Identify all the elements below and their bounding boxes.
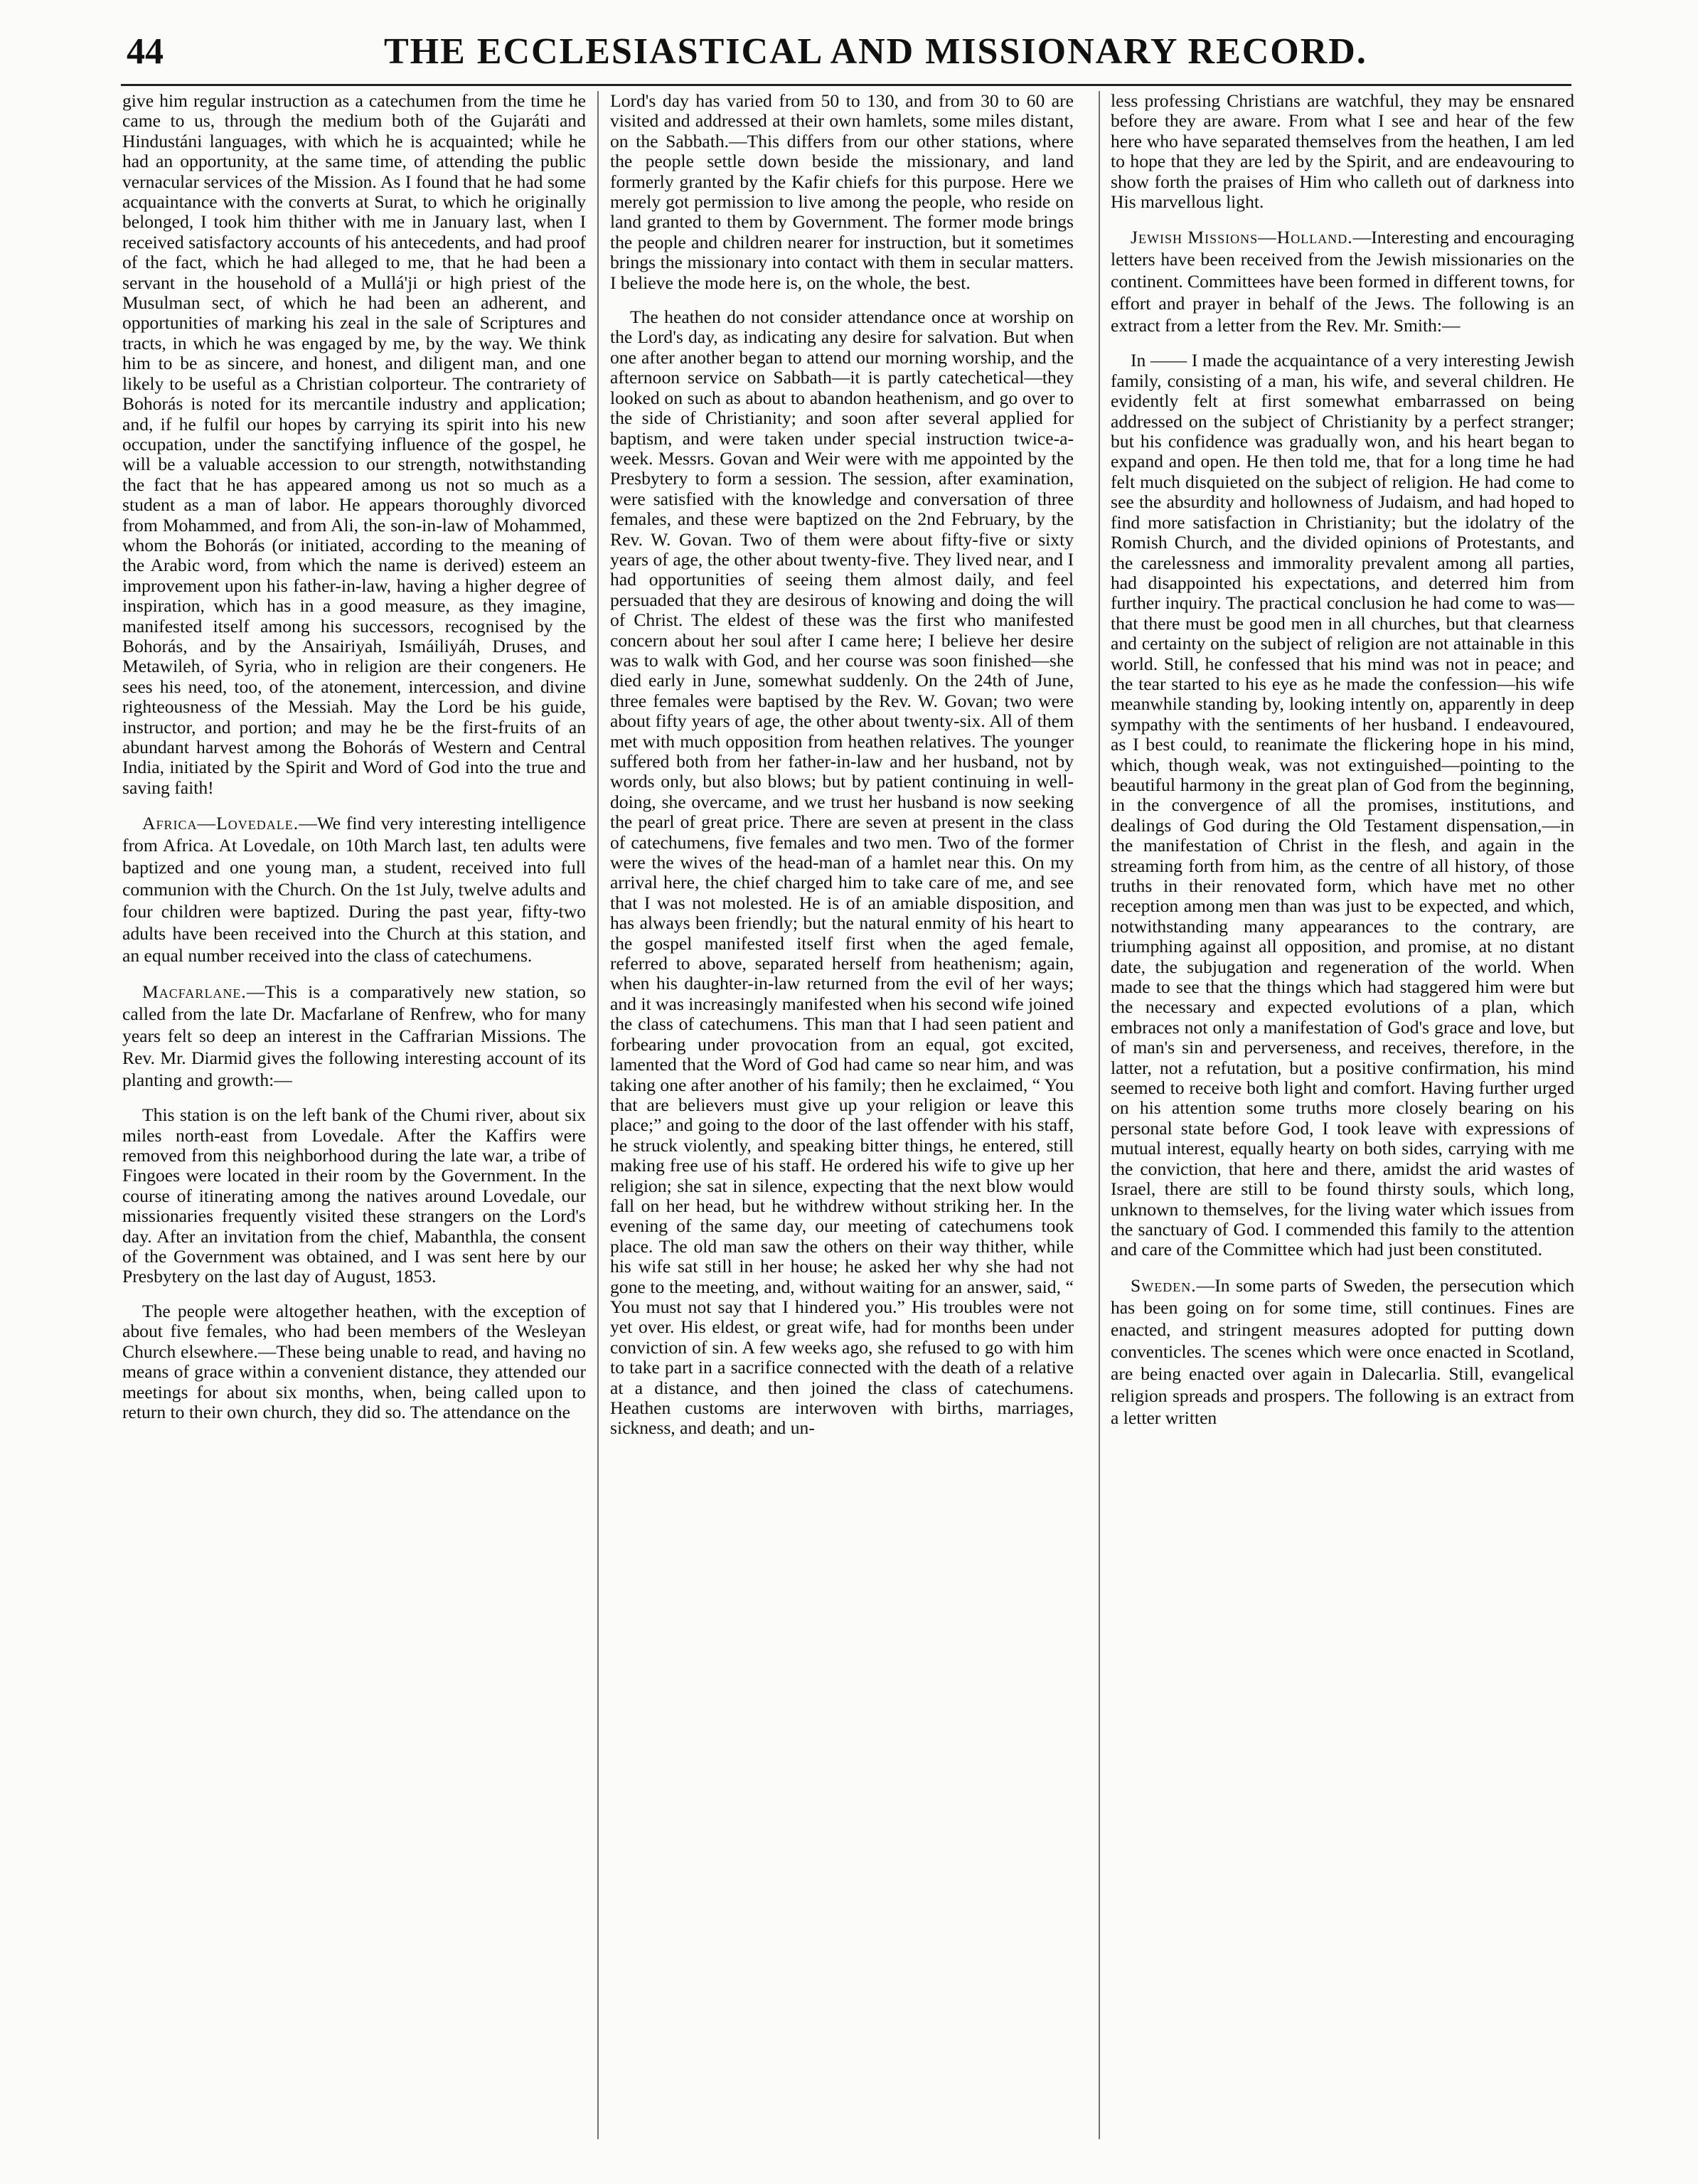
paragraph [1111, 226, 1574, 336]
column-divider [1099, 91, 1100, 2139]
section-heading: Africa—Lovedale. [142, 813, 299, 834]
section-body: —We find very interesting intelligence from Africa. At Lovedale, on 10th March last, ten adults were baptized and one young man, a student, received into full communion with the Church. On the 1st July, twelve adults and four children were baptized. During the past year, fifty-two adults have been received into the Church at this station, and an equal number received into the class of catechumens. [122, 813, 586, 966]
section-body: —Interesting and encouraging letters have been received from the Jewish missionaries on the continent. Committees have been formed in different towns, for effort and prayer in behalf of the Jews. The following is an extract from a letter from the Rev. Mr. Smith:— [1111, 227, 1574, 336]
paragraph [122, 812, 586, 966]
section-heading: Sweden. [1131, 1274, 1197, 1296]
section-body: —This is a comparatively new station, so called from the late Dr. Macfarlane of Renfrew, who for many years felt so deep an interest in the Caffrarian Missions. The Rev. Mr. Diarmid gives the following interesting account of its planting and growth:— [122, 981, 586, 1091]
paragraph: This station is on the left bank of the Chumi river, about six miles north-east from Lovedale. After the Kaffirs were removed from this neighborhood during the late war, a tribe of Fingoes were located in their room by the Government. In the course of itinerating among the natives around Lovedale, our missionaries frequently visited these strangers on the Lord's day. After an invitation from the chief, Mabanthla, the consent of the Government was obtained, and I was sent here by our Presbytery on the last day of August, 1853. [122, 1104, 586, 1287]
column-left [122, 91, 586, 2139]
running-title: THE ECCLESIASTICAL AND MISSIONARY RECORD. [384, 31, 1367, 72]
paragraph: In —— I made the acquaintance of a very interesting Jewish family, consisting of a man, his wife, and several children. He evidently felt at first somewhat embarrassed on being addressed on the subject of Christianity by a perfect stranger; but his confidence was gradually won, and his heart began to expand and open. He then told me, that for a long time he had felt much disquieted on the subject of religion. He had come to see the absurdity and hollowness of Judaism, and had hoped to find more satisfaction in Christianity; but the idolatry of the Romish Church, and the divided opinions of Protestants, and the carelessness and immorality prevalent among all parties, had disappointed his expectations, and deterred him from further inquiry. The practical conclusion he had come to was—that there must be good men in all churches, but that clearness and certainty on the subject of religion are not attainable in this world. Still, he confessed that his mind was not in peace; and the tear started to his eye as he made the confession—his wife meanwhile standing by, looking intently on, apparently in deep sympathy with the sentiments of her husband. I endeavoured, as I best could, to reanimate the flickering hope in his mind, which, though weak, was not extinguished—pointing to the beautiful harmony in the great plan of God from the beginning, in the convergence of all the promises, institutions, and dealings of God during the Old Testament dispensation,—in the manifestation of Christ in the flesh, and again in the streaming forth from him, as the centre of all history, of those truths in their renovated form, which have met no other reception among men than was just to be expected, and which, notwithstanding many appearances to the contrary, are triumphing against all opposition, and promise, at no distant date, the subjugation and regeneration of the world. When made to see that the things which had staggered him were but the necessary and expected evolutions of a plan, which embraces not only a manifestation of God's grace and love, but of man's sin and perverseness, and receives, therefore, in the latter, not a refutation, but a positive confirmation, his mind seemed to receive both light and comfort. Having further urged on his attention some truths more closely bearing on his personal state before God, I took leave with expressions of mutual interest, equally hearty on both sides, carrying with me the conviction, that here and there, amidst the arid wastes of Israel, there are still to be found thirsty souls, which long, unknown to themselves, for the living water which issues from the sanctuary of God. I commended this family to the attention and care of the Committee which had just been constituted. [1111, 350, 1574, 1260]
page-header [107, 27, 1571, 77]
section-body: —In some parts of Sweden, the persecution which has been going on for some time, still continues. Fines are enacted, and stringent measures adopted for putting down conventicles. The scenes which were once enacted in Scotland, are being enacted over again in Dalecarlia. Still, evangelical religion spreads and prospers. The following is an extract from a letter written [1111, 1274, 1574, 1428]
paragraph: Lord's day has varied from 50 to 130, and from 30 to 60 are visited and addressed at their own hamlets, some miles distant, on the Sabbath.—This differs from our other stations, where the people settle down beside the missionary, and land formerly granted by the Kafir chiefs for this purpose. Here we merely got permission to live among the people, who reside on land granted to them by Government. The former mode brings the people and children nearer for instruction, but it sometimes brings the missionary into contact with them in secular matters. I believe the mode here is, on the whole, the best. [610, 91, 1074, 293]
column-divider [597, 91, 599, 2139]
paragraph [122, 981, 586, 1091]
column-right [1111, 91, 1574, 2139]
column-middle [610, 91, 1074, 2139]
paragraph [1111, 1274, 1574, 1429]
paragraph: give him regular instruction as a catechumen from the time he came to us, through the medium both of the Gujaráti and Hindustáni languages, with which he is acquainted; while he had an opportunity, at the same time, of attending the public vernacular services of the Mission. As I found that he had some acquaintance with the converts at Surat, to which he originally belonged, I took him thither with me in January last, when I received satisfactory accounts of his antecedents, and had proof of the fact, which he had alleged to me, that he had been a servant in the household of a Mullá'ji or high priest of the Musulman sect, of which he had been an adherent, and opportunities of marking his zeal in the sale of Scriptures and tracts, in which he was engaged by me, by the way. We think him to be as sincere, and honest, and diligent man, and one likely to be useful as a Christian colporteur. The contrariety of Bohorás is noted for its mercantile industry and application; and, if he fulfil our hopes by carrying its spirit into his new occupation, under the sanctifying influence of the gospel, he will be a valuable accession to our strength, notwithstanding the fact that he has appeared among us not so much as a student as a man of labor. He appears thoroughly divorced from Mohammed, and from Ali, the son-in-law of Mohammed, whom the Bohorás (or initiated, according to the meaning of the Arabic word, from which the name is derived) esteem an improvement upon his father-in-law, having a higher degree of inspiration, which has in a good measure, as they imagine, manifested itself among his successors, recognised by the Bohorás, and by the Ansairiyah, Ismáiliyáh, Druses, and Metawileh, of Syria, who in religion are their congeners. He sees his need, too, of the atonement, intercession, and divine righteousness of the Messiah. May the Lord be his guide, instructor, and portion; and may he be the first-fruits of an abundant harvest among the Bohorás of Western and Central India, initiated by the Spirit and Word of God into the true and saving faith! [122, 91, 586, 798]
paragraph: The people were altogether heathen, with the exception of about five females, who had been members of the Wesleyan Church elsewhere.—These being unable to read, and having no means of grace within a convenient distance, they attended our meetings for about six months, when, being called upon to return to their own church, they did so. The attendance on the [122, 1300, 586, 1422]
page-number: 44 [127, 31, 164, 72]
paragraph: The heathen do not consider attendance once at worship on the Lord's day, as indicating any desire for salvation. But when one after another began to attend our morning worship, and the afternoon service on Sabbath—it is partly catechetical—they looked on such as about to abandon heathenism, and go over to the side of Christianity; and soon after several applied for baptism, and were taken under special instruction twice-a-week. Messrs. Govan and Weir were with me appointed by the Presbytery to form a session. The session, after examination, were satisfied with the knowledge and conversation of three females, and these were baptized on the 2nd February, by the Rev. W. Govan. Two of them were about fifty-five or sixty years of age, the other about twenty-five. They lived near, and I had opportunities of seeing them almost daily, and feel persuaded that they are desirous of knowing and doing the will of Christ. The eldest of these was the first who manifested concern about her soul after I came here; I believe her desire was to walk with God, and her course was soon finished—she died early in June, somewhat suddenly. On the 24th of June, three females were baptised by the Rev. W. Govan; two were about fifty years of age, the other about twenty-six. All of them met with much opposition from heathen relatives. The younger suffered both from her father-in-law and her husband, not by words only, but also blows; but by patient continuing in well-doing, she overcame, and we trust her husband is now seeking the pearl of great price. There are seven at present in the class of catechumens, five females and two men. Two of the former were the wives of the head-man of a hamlet near this. On my arrival here, the chief charged him to take care of me, and see that I was not molested. He is of an amiable disposition, and has always been friendly; but the natural enmity of his heart to the gospel manifested itself first when the aged female, referred to above, separated herself from heathenism; again, when his daughter-in-law returned from the evil of her ways; and it was increasingly manifested when his second wife joined the class of catechumens. This man that I had seen patient and forbearing under provocation from an equal, got excited, lamented that the Word of God had came so near him, and was taking one after another of his family; then he exclaimed, “ You that are believers must give up your religion or leave this place;” and going to the door of the last offender with his staff, he struck violently, and speaking bitter things, he entered, still making free use of his staff. He ordered his wife to give up her religion; she sat in silence, expecting that the next blow would fall on her head, but he withdrew without striking her. In the evening of the same day, our meeting of catechumens took place. The old man saw the others on their way thither, while his wife sat still in her house; he asked her why she had not gone to the meeting, and, without waiting for an answer, said, “ You must not say that I hindered you.” His troubles were not yet over. His eldest, or great wife, had for months been under conviction of sin. A few weeks ago, she refused to go with him to take part in a sacrifice connected with the death of a relative at a distance, and then joined the class of catechumens. Heathen customs are interwoven with births, marriages, sickness, and death; and un- [610, 307, 1074, 1439]
section-heading: Jewish Missions—Holland. [1131, 227, 1353, 248]
header-rule [121, 84, 1571, 86]
section-heading: Macfarlane. [142, 981, 247, 1003]
paragraph: less professing Christians are watchful, they may be ensnared before they are aware. From what I see and hear of the few here who have separated themselves from the heathen, I am led to hope that they are led by the Spirit, and are endeavouring to show forth the praises of Him who calleth out of darkness into His marvellous light. [1111, 91, 1574, 213]
